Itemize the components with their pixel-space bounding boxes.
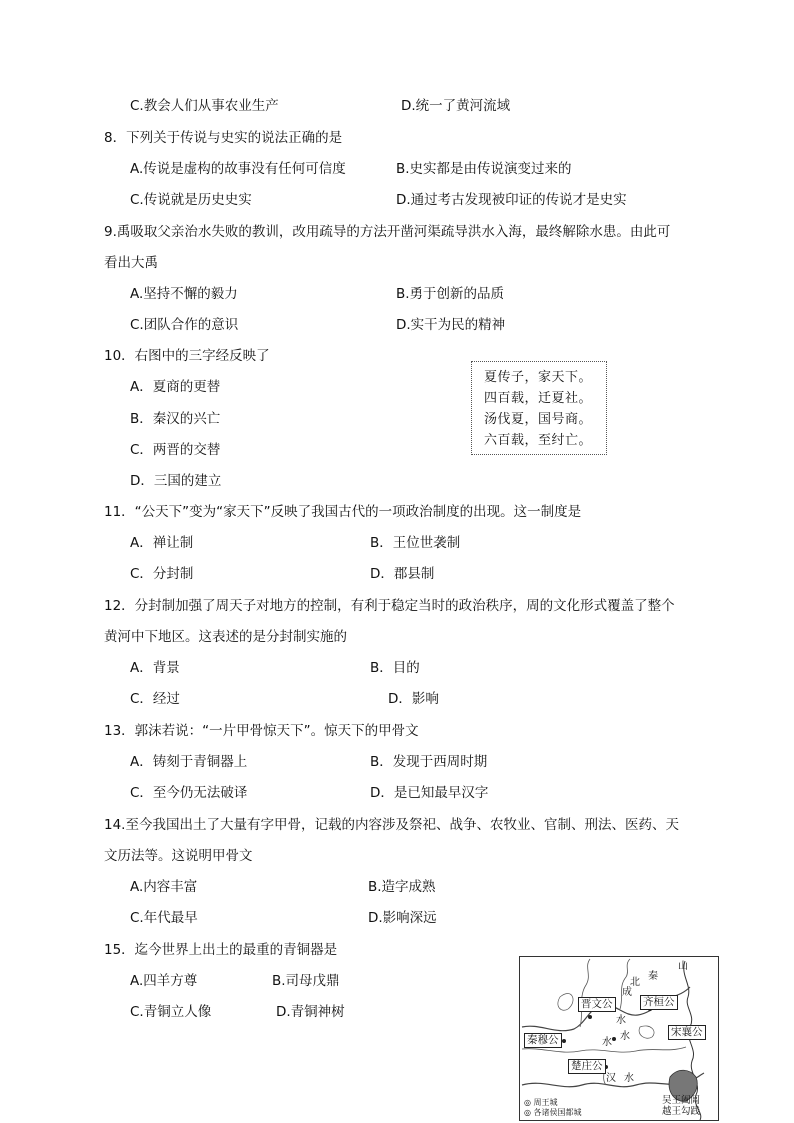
map-label-song-xianggong: 宋襄公: [668, 1025, 706, 1040]
q9-option-a: A.坚持不懈的毅力: [130, 286, 238, 302]
q10-option-d: D．三国的建立: [130, 473, 222, 489]
q14-option-a: A.内容丰富: [130, 879, 198, 895]
q12-option-b: B．目的: [370, 660, 420, 676]
map-legend-zhou-capital: ◎ 周王城: [524, 1098, 558, 1107]
q10-option-b: B．秦汉的兴亡: [130, 411, 221, 427]
poem-line-4: 六百载，至纣亡。: [484, 433, 593, 448]
q12-option-c: C．经过: [130, 691, 180, 707]
q12-option-a: A．背景: [130, 660, 180, 676]
q14-option-d: D.影响深远: [368, 910, 437, 926]
map-text-shui-1: 水: [616, 1015, 626, 1026]
q10-stem: 10．右图中的三字经反映了: [104, 348, 270, 364]
q14-stem-line1: 14.至今我国出土了大量有字甲骨，记载的内容涉及祭祀、战争、农牧业、官制、刑法、医药、天: [104, 817, 679, 833]
map-text-shui-3: 水: [602, 1037, 612, 1048]
q15-stem: 15．迄今世界上出土的最重的青铜器是: [104, 942, 338, 958]
q8-stem: 8．下列关于传说与史实的说法正确的是: [104, 130, 343, 146]
q15-option-c: C.青铜立人像: [130, 1004, 212, 1020]
q15-option-b: B.司母戊鼎: [272, 973, 340, 989]
q11-stem: 11．“公天下”变为“家天下”反映了我国古代的一项政治制度的出现。这一制度是: [104, 504, 582, 520]
q14-option-b: B.造字成熟: [368, 879, 436, 895]
q11-option-b: B．王位世袭制: [370, 535, 461, 551]
map-text-shui-4: 水: [624, 1073, 634, 1084]
map-label-chu-zhuanggong: 楚庄公: [568, 1059, 606, 1074]
q11-option-a: A．禅让制: [130, 535, 194, 551]
poem-line-2: 四百载，迁夏社。: [484, 391, 593, 406]
map-text-cheng: 成: [622, 987, 632, 998]
q8-option-c: C.传说就是历史史实: [130, 192, 252, 208]
q9-option-d: D.实干为民的精神: [396, 317, 506, 333]
q12-stem-line1: 12．分封制加强了周天子对地方的控制，有利于稳定当时的政治秩序，周的文化形式覆盖了整个: [104, 598, 675, 614]
map-text-qin: 秦: [648, 971, 658, 982]
q12-option-d: D．影响: [388, 691, 439, 707]
map-legend-vassal-capitals: ◎ 各诸侯国都城: [524, 1108, 582, 1117]
three-character-classic-box: [471, 361, 607, 455]
q13-option-a: A．铸刻于青铜器上: [130, 754, 248, 770]
map-label-jin-wengong: 晋文公: [578, 997, 616, 1012]
map-text-shui-2: 水: [620, 1031, 630, 1042]
q10-option-a: A．夏商的更替: [130, 379, 221, 395]
map-text-yue-goujian: 越王勾践: [662, 1106, 701, 1117]
map-text-wu-helu: 吴王阖闾: [662, 1095, 701, 1106]
map-label-qin-mugong: 秦穆公: [524, 1033, 562, 1048]
q15-option-d: D.青铜神树: [276, 1004, 345, 1020]
q13-option-d: D．是已知最早汉字: [370, 785, 489, 801]
q14-stem-line2: 文历法等。这说明甲骨文: [104, 848, 253, 864]
q12-stem-line2: 黄河中下地区。这表述的是分封制实施的: [104, 629, 347, 645]
poem-line-1: 夏传子，家天下。: [484, 370, 593, 385]
map-label-qi-huangong: 齐桓公: [640, 995, 678, 1010]
q8-option-a: A.传说是虚构的故事没有任何可信度: [130, 161, 346, 177]
q13-option-b: B．发现于西周时期: [370, 754, 488, 770]
q8-option-b: B.史实都是由传说演变过来的: [396, 161, 572, 177]
q13-option-c: C．至今仍无法破译: [130, 785, 248, 801]
q9-option-c: C.团队合作的意识: [130, 317, 239, 333]
poem-line-3: 汤伐夏，国号商。: [484, 412, 593, 427]
q15-option-a: A.四羊方尊: [130, 973, 198, 989]
q8-option-d: D.通过考古发现被印证的传说才是史实: [396, 192, 627, 208]
q10-option-c: C．两晋的交替: [130, 442, 221, 458]
map-text-bei: 北: [630, 977, 640, 988]
q13-stem: 13．郭沫若说：“一片甲骨惊天下”。惊天下的甲骨文: [104, 723, 419, 739]
q7-option-d: D.统一了黄河流域: [401, 98, 511, 114]
q11-option-c: C．分封制: [130, 566, 194, 582]
map-text-shan: 山: [678, 961, 688, 972]
map-text-han: 汉: [606, 1073, 616, 1084]
q7-option-c: C.教会人们从事农业生产: [130, 98, 279, 114]
q9-stem-line1: 9.禹吸取父亲治水失败的教训，改用疏导的方法开凿河渠疏导洪水入海，最终解除水患。由此可: [104, 224, 671, 240]
q9-option-b: B.勇于创新的品质: [396, 286, 505, 302]
q11-option-d: D．郡县制: [370, 566, 435, 582]
q9-stem-line2: 看出大禹: [104, 255, 158, 271]
hegemons-map: [519, 956, 719, 1121]
q14-option-c: C.年代最早: [130, 910, 198, 926]
